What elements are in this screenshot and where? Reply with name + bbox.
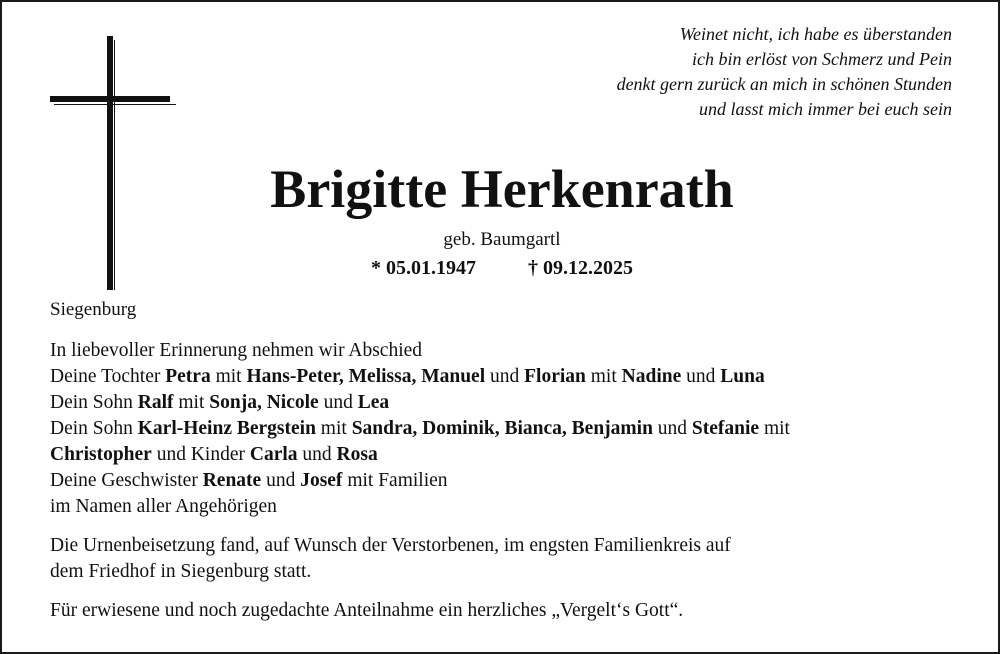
poem-line: und lasst mich immer bei euch sein (699, 99, 952, 119)
death-date: † 09.12.2025 (528, 257, 633, 279)
mourner-name: Ralf (137, 392, 174, 413)
text-fragment: Deine Geschwister (50, 470, 203, 491)
cross-horizontal-beam (50, 96, 170, 102)
mourners-intro: In liebevoller Erinnerung nehmen wir Abschied (50, 340, 423, 361)
birth-date: * 05.01.1947 (371, 257, 476, 279)
text-fragment: und (297, 444, 337, 465)
poem-line: denkt gern zurück an mich in schönen Stunden (616, 74, 952, 94)
text-fragment: mit (759, 418, 790, 439)
text-fragment: mit (585, 366, 622, 387)
mourner-name: Christopher (50, 444, 152, 465)
cross-horizontal-line (54, 104, 176, 105)
mourner-name: Rosa (336, 444, 378, 465)
text-fragment: und (652, 418, 692, 439)
mourner-name: Josef (300, 470, 343, 491)
mourners-siblings-line (50, 468, 960, 494)
mourners-grandchildren-line (50, 442, 960, 468)
mourners-list (50, 338, 960, 520)
mourner-name: Nadine (621, 366, 682, 387)
mourners-closing: im Namen aller Angehörigen (50, 496, 277, 517)
text-fragment: mit (210, 366, 247, 387)
thanks-note: Für erwiesene und noch zugedachte Anteilnahme ein herzliches „Vergelt‘s Gott“. (50, 600, 684, 621)
mourners-son-ralf-line (50, 390, 960, 416)
poem (472, 22, 952, 122)
text-fragment: Dein Sohn (50, 418, 138, 439)
text-fragment: mit (315, 418, 352, 439)
mourner-name: Luna (720, 366, 765, 387)
poem-line: ich bin erlöst von Schmerz und Pein (692, 49, 952, 69)
deceased-name: Brigitte Herkenrath (270, 159, 734, 219)
burial-line: Die Urnenbeisetzung fand, auf Wunsch der Verstorbenen, im engsten Familienkreis auf (50, 535, 731, 556)
mourner-name: Hans-Peter, Melissa, Manuel (246, 366, 486, 387)
mourners-daughter-line (50, 364, 960, 390)
text-fragment: und (318, 392, 358, 413)
burial-notice (50, 533, 960, 585)
mourner-name: Carla (249, 444, 298, 465)
place-of-residence: Siegenburg (50, 299, 137, 320)
mourner-name: Lea (357, 392, 390, 413)
text-fragment: und (681, 366, 721, 387)
text-fragment: und (261, 470, 301, 491)
text-fragment: und Kinder (151, 444, 250, 465)
text-fragment: Deine Tochter (50, 366, 166, 387)
mourner-name: Sonja, Nicole (209, 392, 319, 413)
mourner-name: Sandra, Dominik, Bianca, Benjamin (351, 418, 653, 439)
poem-line: Weinet nicht, ich habe es überstanden (679, 24, 952, 44)
mourner-name: Karl-Heinz Bergstein (137, 418, 316, 439)
text-fragment: mit Familien (342, 470, 448, 491)
mourner-name: Stefanie (691, 418, 760, 439)
text-fragment: Dein Sohn (50, 392, 138, 413)
text-fragment: mit (173, 392, 210, 413)
text-fragment: und (485, 366, 525, 387)
mourner-name: Petra (165, 366, 211, 387)
maiden-name: geb. Baumgartl (443, 229, 561, 250)
life-dates (2, 256, 1000, 280)
burial-line: dem Friedhof in Siegenburg statt. (50, 561, 312, 582)
mourner-name: Renate (202, 470, 262, 491)
mourner-name: Florian (524, 366, 586, 387)
mourners-son-karlheinz-line (50, 416, 960, 442)
